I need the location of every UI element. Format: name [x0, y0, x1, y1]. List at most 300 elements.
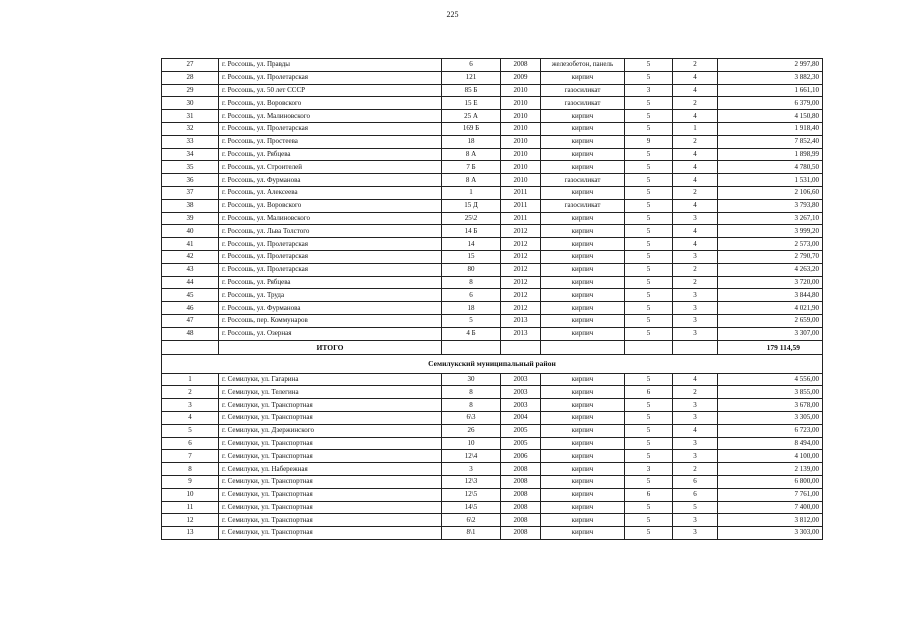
- area-cell: 2 790,70: [718, 250, 823, 263]
- row-number: 1: [162, 373, 219, 386]
- table-row: [162, 302, 823, 315]
- area-cell: 3 999,20: [718, 225, 823, 238]
- floors-cell: 5: [625, 475, 673, 488]
- floors-cell: 5: [625, 263, 673, 276]
- wall-material-cell: кирпич: [541, 225, 625, 238]
- entrances-cell: 4: [673, 110, 718, 123]
- entrances-cell: 2: [673, 186, 718, 199]
- table-row: [162, 225, 823, 238]
- year-cell: 2008: [501, 463, 541, 476]
- area-cell: 6 800,00: [718, 475, 823, 488]
- table-row: [162, 122, 823, 135]
- table-body-rossosh: [162, 59, 823, 341]
- house-number-cell: 8 А: [442, 148, 501, 161]
- address-cell: г. Россошь, ул. Фурманова: [219, 302, 442, 315]
- row-number: 35: [162, 161, 219, 174]
- house-number-cell: 8\1: [442, 527, 501, 540]
- year-cell: 2012: [501, 250, 541, 263]
- floors-cell: 3: [625, 463, 673, 476]
- address-cell: г. Россошь, ул. Рябцева: [219, 148, 442, 161]
- area-cell: 4 263,20: [718, 263, 823, 276]
- house-number-cell: 85 Б: [442, 84, 501, 97]
- floors-cell: 5: [625, 212, 673, 225]
- address-cell: г. Россошь, ул. Озерная: [219, 327, 442, 340]
- year-cell: 2010: [501, 148, 541, 161]
- floors-cell: 5: [625, 527, 673, 540]
- house-number-cell: 25\2: [442, 212, 501, 225]
- table-body-semiluki: [162, 373, 823, 539]
- table-row: [162, 327, 823, 340]
- address-cell: г. Россошь, ул. Алексеева: [219, 186, 442, 199]
- house-number-cell: 3: [442, 463, 501, 476]
- wall-material-cell: кирпич: [541, 411, 625, 424]
- wall-material-cell: газосиликат: [541, 174, 625, 187]
- row-number: 9: [162, 475, 219, 488]
- row-number: 31: [162, 110, 219, 123]
- entrances-cell: 3: [673, 302, 718, 315]
- address-cell: г. Россошь, ул. Малиновского: [219, 110, 442, 123]
- address-cell: г. Россошь, ул. Простеева: [219, 135, 442, 148]
- row-number: 41: [162, 238, 219, 251]
- entrances-cell: 4: [673, 84, 718, 97]
- wall-material-cell: железобетон, панель: [541, 59, 625, 72]
- year-cell: 2010: [501, 84, 541, 97]
- entrances-cell: 6: [673, 488, 718, 501]
- year-cell: 2012: [501, 302, 541, 315]
- area-cell: 7 761,00: [718, 488, 823, 501]
- year-cell: 2008: [501, 527, 541, 540]
- area-cell: 3 882,30: [718, 71, 823, 84]
- address-cell: г. Семилуки, ул. Транспортная: [219, 437, 442, 450]
- row-number: 32: [162, 122, 219, 135]
- address-cell: г. Россошь, ул. Правды: [219, 59, 442, 72]
- address-cell: г. Семилуки, ул. Транспортная: [219, 411, 442, 424]
- housing-register-table: [161, 58, 823, 540]
- house-number-cell: 8: [442, 276, 501, 289]
- floors-cell: 5: [625, 238, 673, 251]
- floors-cell: 5: [625, 399, 673, 412]
- row-number: 5: [162, 424, 219, 437]
- wall-material-cell: кирпич: [541, 501, 625, 514]
- total-cell-empty: [442, 340, 501, 354]
- table-row: [162, 437, 823, 450]
- address-cell: г. Россошь, ул. Строителей: [219, 161, 442, 174]
- floors-cell: 5: [625, 302, 673, 315]
- wall-material-cell: кирпич: [541, 250, 625, 263]
- house-number-cell: 30: [442, 373, 501, 386]
- table-row: [162, 84, 823, 97]
- wall-material-cell: кирпич: [541, 399, 625, 412]
- row-number: 45: [162, 289, 219, 302]
- row-number: 11: [162, 501, 219, 514]
- total-cell-empty: [162, 340, 219, 354]
- wall-material-cell: кирпич: [541, 527, 625, 540]
- floors-cell: 5: [625, 424, 673, 437]
- area-cell: 4 100,00: [718, 450, 823, 463]
- total-cell-empty: [501, 340, 541, 354]
- area-cell: 6 723,00: [718, 424, 823, 437]
- house-number-cell: 14\5: [442, 501, 501, 514]
- table-row: [162, 110, 823, 123]
- entrances-cell: 6: [673, 475, 718, 488]
- house-number-cell: 12\5: [442, 488, 501, 501]
- entrances-cell: 4: [673, 225, 718, 238]
- entrances-cell: 3: [673, 527, 718, 540]
- row-number: 43: [162, 263, 219, 276]
- entrances-cell: 4: [673, 71, 718, 84]
- year-cell: 2006: [501, 450, 541, 463]
- row-number: 28: [162, 71, 219, 84]
- area-cell: 7 852,40: [718, 135, 823, 148]
- entrances-cell: 1: [673, 122, 718, 135]
- table-row: [162, 161, 823, 174]
- table-row: [162, 527, 823, 540]
- house-number-cell: 12\4: [442, 450, 501, 463]
- address-cell: г. Россошь, ул. Пролетарская: [219, 263, 442, 276]
- total-value: 179 114,59: [718, 340, 823, 354]
- floors-cell: 5: [625, 514, 673, 527]
- area-cell: 2 139,00: [718, 463, 823, 476]
- area-cell: 1 661,10: [718, 84, 823, 97]
- area-cell: 2 997,80: [718, 59, 823, 72]
- entrances-cell: 4: [673, 148, 718, 161]
- house-number-cell: 1: [442, 186, 501, 199]
- section-header-row: [162, 354, 823, 373]
- wall-material-cell: кирпич: [541, 186, 625, 199]
- entrances-cell: 4: [673, 373, 718, 386]
- house-number-cell: 14: [442, 238, 501, 251]
- year-cell: 2013: [501, 314, 541, 327]
- row-number: 12: [162, 514, 219, 527]
- house-number-cell: 18: [442, 135, 501, 148]
- entrances-cell: 3: [673, 450, 718, 463]
- row-number: 3: [162, 399, 219, 412]
- table-row: [162, 135, 823, 148]
- floors-cell: 5: [625, 199, 673, 212]
- year-cell: 2010: [501, 110, 541, 123]
- area-cell: 3 307,00: [718, 327, 823, 340]
- year-cell: 2003: [501, 399, 541, 412]
- row-number: 48: [162, 327, 219, 340]
- year-cell: 2008: [501, 488, 541, 501]
- entrances-cell: 3: [673, 514, 718, 527]
- year-cell: 2012: [501, 238, 541, 251]
- year-cell: 2010: [501, 97, 541, 110]
- total-cell-empty: [673, 340, 718, 354]
- address-cell: г. Россошь, ул. Пролетарская: [219, 71, 442, 84]
- table-row: [162, 399, 823, 412]
- address-cell: г. Семилуки, ул. Транспортная: [219, 399, 442, 412]
- area-cell: 3 305,00: [718, 411, 823, 424]
- area-cell: 2 573,00: [718, 238, 823, 251]
- area-cell: 4 021,90: [718, 302, 823, 315]
- wall-material-cell: кирпич: [541, 135, 625, 148]
- year-cell: 2008: [501, 501, 541, 514]
- wall-material-cell: кирпич: [541, 122, 625, 135]
- area-cell: 6 379,00: [718, 97, 823, 110]
- floors-cell: 6: [625, 386, 673, 399]
- entrances-cell: 3: [673, 250, 718, 263]
- area-cell: 7 400,00: [718, 501, 823, 514]
- entrances-cell: 4: [673, 161, 718, 174]
- year-cell: 2003: [501, 386, 541, 399]
- table-row: [162, 276, 823, 289]
- entrances-cell: 4: [673, 174, 718, 187]
- address-cell: г. Семилуки, ул. Гагарина: [219, 373, 442, 386]
- row-number: 27: [162, 59, 219, 72]
- year-cell: 2004: [501, 411, 541, 424]
- entrances-cell: 2: [673, 97, 718, 110]
- wall-material-cell: кирпич: [541, 514, 625, 527]
- section-title: Семилукский муниципальный район: [162, 354, 823, 373]
- entrances-cell: 3: [673, 437, 718, 450]
- page-number: 225: [446, 10, 459, 19]
- entrances-cell: 2: [673, 386, 718, 399]
- row-number: 47: [162, 314, 219, 327]
- address-cell: г. Семилуки, ул. Транспортная: [219, 475, 442, 488]
- wall-material-cell: кирпич: [541, 71, 625, 84]
- table-row: [162, 488, 823, 501]
- address-cell: г. Россошь, ул. Малиновского: [219, 212, 442, 225]
- house-number-cell: 14 Б: [442, 225, 501, 238]
- wall-material-cell: кирпич: [541, 212, 625, 225]
- floors-cell: 3: [625, 84, 673, 97]
- house-number-cell: 15 Д: [442, 199, 501, 212]
- wall-material-cell: газосиликат: [541, 84, 625, 97]
- address-cell: г. Россошь, ул. Пролетарская: [219, 250, 442, 263]
- year-cell: 2012: [501, 263, 541, 276]
- year-cell: 2009: [501, 71, 541, 84]
- table-row: [162, 475, 823, 488]
- address-cell: г. Семилуки, ул. Транспортная: [219, 501, 442, 514]
- area-cell: 3 844,80: [718, 289, 823, 302]
- floors-cell: 5: [625, 161, 673, 174]
- floors-cell: 5: [625, 97, 673, 110]
- address-cell: г. Россошь, ул. Рябцева: [219, 276, 442, 289]
- floors-cell: 5: [625, 501, 673, 514]
- address-cell: г. Семилуки, ул. Транспортная: [219, 450, 442, 463]
- house-number-cell: 6\3: [442, 411, 501, 424]
- wall-material-cell: кирпич: [541, 373, 625, 386]
- table-row: [162, 263, 823, 276]
- year-cell: 2008: [501, 514, 541, 527]
- year-cell: 2010: [501, 174, 541, 187]
- floors-cell: 6: [625, 488, 673, 501]
- table-row: [162, 386, 823, 399]
- area-cell: 3 267,10: [718, 212, 823, 225]
- wall-material-cell: кирпич: [541, 475, 625, 488]
- row-number: 8: [162, 463, 219, 476]
- year-cell: 2008: [501, 59, 541, 72]
- row-number: 42: [162, 250, 219, 263]
- house-number-cell: 15 Е: [442, 97, 501, 110]
- area-cell: 3 678,00: [718, 399, 823, 412]
- table-row: [162, 373, 823, 386]
- area-cell: 1 918,40: [718, 122, 823, 135]
- year-cell: 2005: [501, 424, 541, 437]
- entrances-cell: 3: [673, 411, 718, 424]
- row-number: 6: [162, 437, 219, 450]
- area-cell: 3 303,00: [718, 527, 823, 540]
- table-row: [162, 199, 823, 212]
- wall-material-cell: кирпич: [541, 437, 625, 450]
- area-cell: 4 556,00: [718, 373, 823, 386]
- entrances-cell: 2: [673, 59, 718, 72]
- floors-cell: 5: [625, 71, 673, 84]
- wall-material-cell: кирпич: [541, 488, 625, 501]
- floors-cell: 5: [625, 314, 673, 327]
- floors-cell: 5: [625, 373, 673, 386]
- house-number-cell: 26: [442, 424, 501, 437]
- address-cell: г. Семилуки, ул. Дзержинского: [219, 424, 442, 437]
- year-cell: 2011: [501, 186, 541, 199]
- table-total-block: [162, 340, 823, 373]
- entrances-cell: 3: [673, 399, 718, 412]
- floors-cell: 5: [625, 289, 673, 302]
- row-number: 34: [162, 148, 219, 161]
- area-cell: 4 780,50: [718, 161, 823, 174]
- total-cell-empty: [625, 340, 673, 354]
- row-number: 37: [162, 186, 219, 199]
- year-cell: 2011: [501, 199, 541, 212]
- year-cell: 2010: [501, 161, 541, 174]
- address-cell: г. Россошь, ул. Льва Толстого: [219, 225, 442, 238]
- total-cell-empty: [541, 340, 625, 354]
- wall-material-cell: кирпич: [541, 327, 625, 340]
- address-cell: г. Россошь, ул. 50 лет СССР: [219, 84, 442, 97]
- wall-material-cell: газосиликат: [541, 199, 625, 212]
- wall-material-cell: кирпич: [541, 276, 625, 289]
- year-cell: 2005: [501, 437, 541, 450]
- address-cell: г. Россошь, ул. Пролетарская: [219, 238, 442, 251]
- entrances-cell: 3: [673, 212, 718, 225]
- house-number-cell: 7 Б: [442, 161, 501, 174]
- house-number-cell: 121: [442, 71, 501, 84]
- entrances-cell: 3: [673, 327, 718, 340]
- row-number: 38: [162, 199, 219, 212]
- floors-cell: 5: [625, 276, 673, 289]
- house-number-cell: 8: [442, 386, 501, 399]
- row-number: 36: [162, 174, 219, 187]
- house-number-cell: 10: [442, 437, 501, 450]
- row-number: 46: [162, 302, 219, 315]
- row-number: 33: [162, 135, 219, 148]
- row-number: 30: [162, 97, 219, 110]
- year-cell: 2010: [501, 122, 541, 135]
- wall-material-cell: кирпич: [541, 289, 625, 302]
- address-cell: г. Семилуки, ул. Набережная: [219, 463, 442, 476]
- entrances-cell: 2: [673, 276, 718, 289]
- year-cell: 2011: [501, 212, 541, 225]
- house-number-cell: 6: [442, 59, 501, 72]
- floors-cell: 5: [625, 327, 673, 340]
- floors-cell: 5: [625, 59, 673, 72]
- wall-material-cell: кирпич: [541, 263, 625, 276]
- table-row: [162, 97, 823, 110]
- row-number: 13: [162, 527, 219, 540]
- row-number: 44: [162, 276, 219, 289]
- table-row: [162, 450, 823, 463]
- row-number: 2: [162, 386, 219, 399]
- entrances-cell: 2: [673, 135, 718, 148]
- wall-material-cell: кирпич: [541, 238, 625, 251]
- row-number: 29: [162, 84, 219, 97]
- address-cell: г. Россошь, ул. Труда: [219, 289, 442, 302]
- table-row: [162, 212, 823, 225]
- entrances-cell: 2: [673, 463, 718, 476]
- year-cell: 2012: [501, 276, 541, 289]
- area-cell: 8 494,00: [718, 437, 823, 450]
- house-number-cell: 6\2: [442, 514, 501, 527]
- area-cell: 3 793,80: [718, 199, 823, 212]
- floors-cell: 5: [625, 250, 673, 263]
- table-row: [162, 289, 823, 302]
- address-cell: г. Россошь, пер. Коммунаров: [219, 314, 442, 327]
- address-cell: г. Семилуки, ул. Транспортная: [219, 527, 442, 540]
- year-cell: 2012: [501, 289, 541, 302]
- wall-material-cell: кирпич: [541, 148, 625, 161]
- table-row: [162, 411, 823, 424]
- floors-cell: 5: [625, 110, 673, 123]
- table-row: [162, 238, 823, 251]
- total-label: ИТОГО: [219, 340, 442, 354]
- wall-material-cell: кирпич: [541, 161, 625, 174]
- area-cell: 2 659,00: [718, 314, 823, 327]
- address-cell: г. Россошь, ул. Воровского: [219, 97, 442, 110]
- area-cell: 3 720,00: [718, 276, 823, 289]
- area-cell: 3 812,00: [718, 514, 823, 527]
- floors-cell: 5: [625, 148, 673, 161]
- total-row: [162, 340, 823, 354]
- table-row: [162, 501, 823, 514]
- wall-material-cell: газосиликат: [541, 97, 625, 110]
- entrances-cell: 4: [673, 238, 718, 251]
- area-cell: 1 898,99: [718, 148, 823, 161]
- entrances-cell: 3: [673, 289, 718, 302]
- wall-material-cell: кирпич: [541, 386, 625, 399]
- address-cell: г. Россошь, ул. Фурманова: [219, 174, 442, 187]
- address-cell: г. Семилуки, ул. Телегина: [219, 386, 442, 399]
- floors-cell: 5: [625, 174, 673, 187]
- floors-cell: 9: [625, 135, 673, 148]
- table-row: [162, 463, 823, 476]
- house-number-cell: 15: [442, 250, 501, 263]
- house-number-cell: 8 А: [442, 174, 501, 187]
- house-number-cell: 80: [442, 263, 501, 276]
- floors-cell: 5: [625, 225, 673, 238]
- row-number: 39: [162, 212, 219, 225]
- area-cell: 1 531,00: [718, 174, 823, 187]
- wall-material-cell: кирпич: [541, 314, 625, 327]
- row-number: 4: [162, 411, 219, 424]
- area-cell: 3 855,00: [718, 386, 823, 399]
- wall-material-cell: кирпич: [541, 424, 625, 437]
- table-row: [162, 250, 823, 263]
- entrances-cell: 5: [673, 501, 718, 514]
- house-number-cell: 12\3: [442, 475, 501, 488]
- house-number-cell: 4 Б: [442, 327, 501, 340]
- floors-cell: 5: [625, 186, 673, 199]
- year-cell: 2003: [501, 373, 541, 386]
- floors-cell: 5: [625, 450, 673, 463]
- entrances-cell: 3: [673, 314, 718, 327]
- house-number-cell: 18: [442, 302, 501, 315]
- row-number: 40: [162, 225, 219, 238]
- area-cell: 2 106,60: [718, 186, 823, 199]
- year-cell: 2013: [501, 327, 541, 340]
- wall-material-cell: кирпич: [541, 302, 625, 315]
- row-number: 10: [162, 488, 219, 501]
